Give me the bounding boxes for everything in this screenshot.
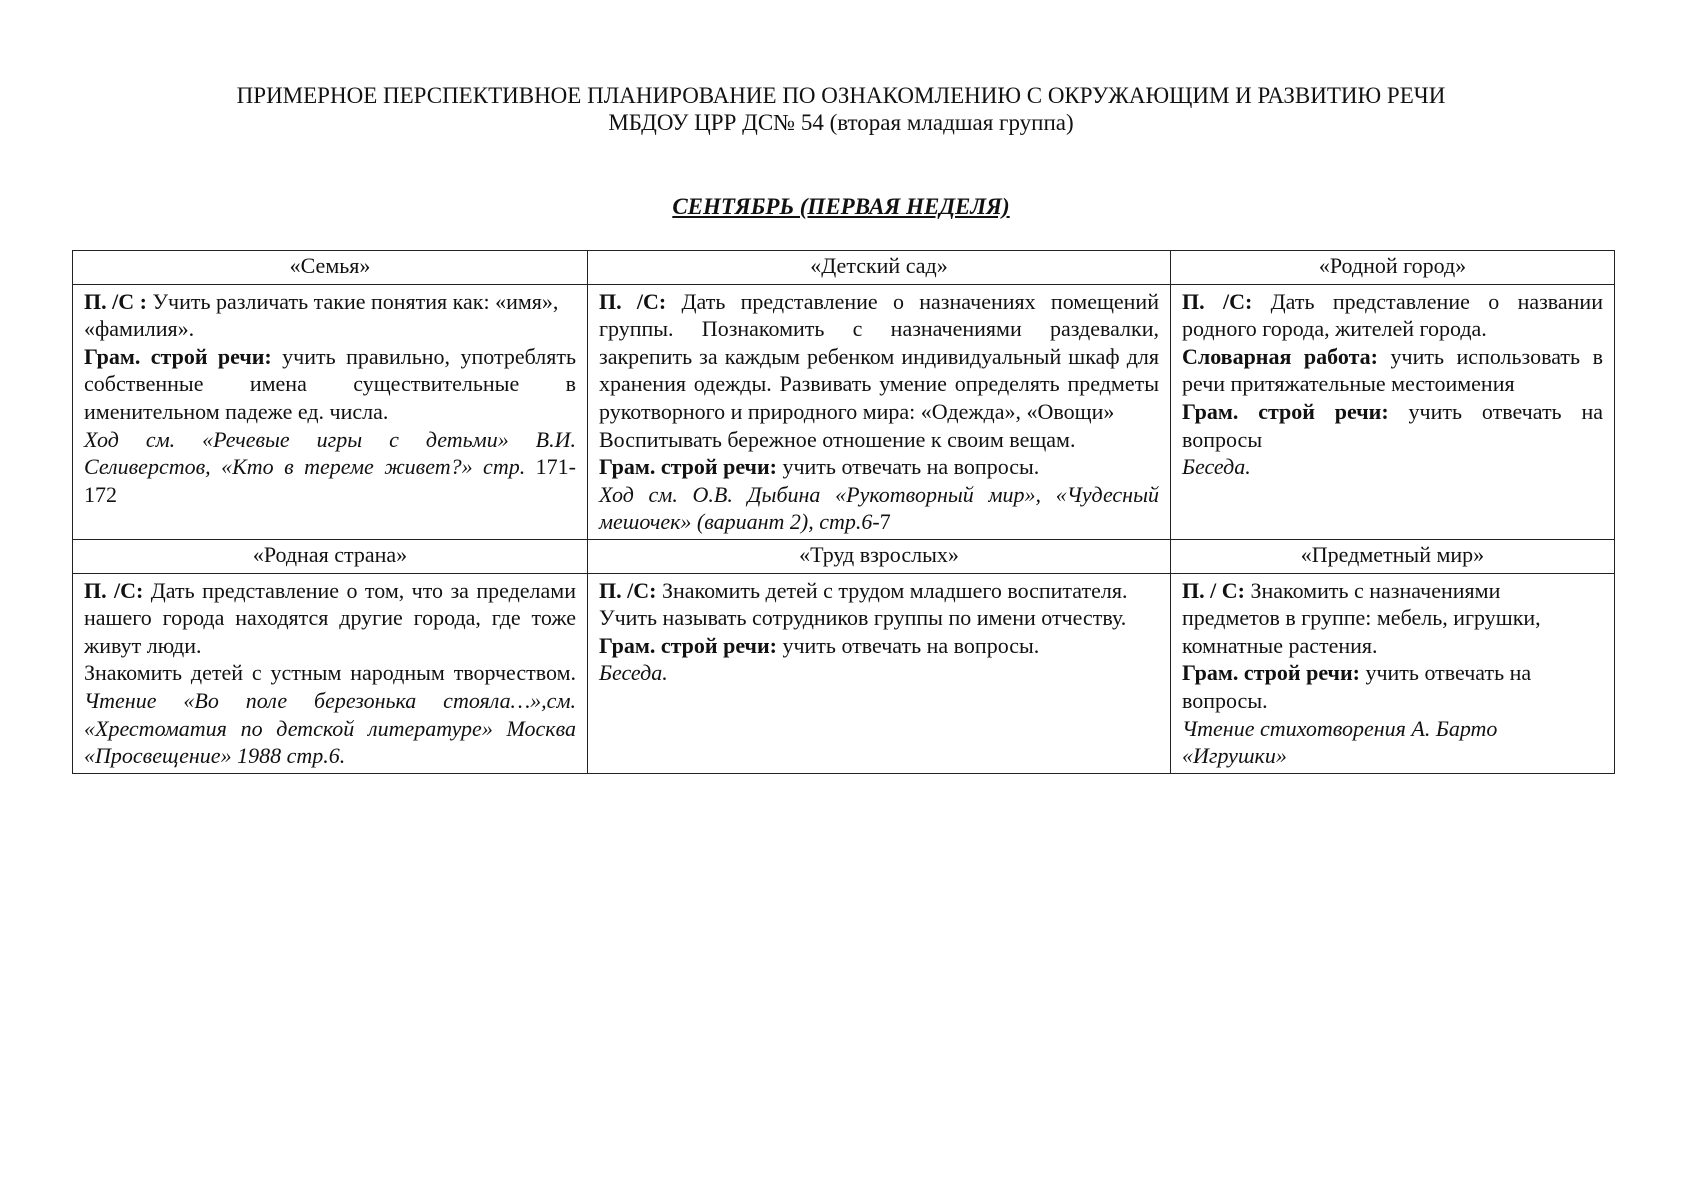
label-ps: П. /С: [599, 577, 657, 603]
table-row-body-1 [73, 284, 1615, 539]
label-grammar: Грам. строй речи: [1182, 660, 1360, 686]
text: Дать представление о том, что за пределами нашего города находятся другие города, где тоже живут люди. [84, 577, 576, 658]
section-title: СЕНТЯБРЬ (ПЕРВАЯ НЕДЕЛЯ) [672, 194, 1010, 219]
cell-home-country [73, 573, 588, 773]
cell-object-world [1171, 573, 1615, 773]
reference: Чтение стихотворения А. Барто «Игрушки» [1182, 715, 1498, 769]
label-grammar: Грам. строй речи: [599, 632, 777, 658]
text: учить правильно, употреблять собственные имена существительные в именительном падеже ед. числа. [84, 343, 576, 424]
topic-header-kindergarten: «Детский сад» [588, 251, 1171, 285]
label-ps: П. /С: [84, 577, 144, 603]
header-line-2: МБДОУ ЦРР ДС№ 54 (вторая младшая группа) [608, 110, 1074, 135]
text: Знакомить детей с устным народным творчеством. [84, 660, 576, 686]
reference: Ход см. «Речевые игры с детьми» В.И. Селиверстов, «Кто в тереме живет?» стр. [84, 426, 576, 480]
label-grammar: Грам. строй речи: [599, 454, 777, 480]
label-ps: П. /С : [84, 288, 147, 314]
label-ps: П. /С: [1182, 288, 1253, 314]
cell-home-city [1171, 284, 1615, 539]
text: учить отвечать на вопросы. [1182, 660, 1532, 713]
topic-header-object-world: «Предметный мир» [1171, 539, 1615, 573]
cell-adult-work [588, 573, 1171, 773]
header-line-1: ПРИМЕРНОЕ ПЕРСПЕКТИВНОЕ ПЛАНИРОВАНИЕ ПО ОЗНАКОМЛЕНИЮ С ОКРУЖАЮЩИМ И РАЗВИТИЮ РЕЧИ [236, 83, 1446, 108]
table-row-body-2 [73, 573, 1615, 773]
reference: Чтение «Во поле березонька стояла…»,см. «Хрестоматия по детской литературе» Москва «Просвещение» 1988 стр.6. [84, 687, 576, 769]
text: Дать представление о назначениях помещений группы. Познакомить с назначениями раздевалки, закрепить за каждым ребенком индивидуальный шкаф для хранения одежды. Развивать умение определять предметы рукотворного и природного мира: «Одежда», «Овощи» [599, 288, 1159, 424]
pages: 171-172 [84, 454, 577, 507]
text: Воспитывать бережное отношение к своим вещам. [599, 426, 1076, 452]
text: Знакомить с назначениями предметов в группе: мебель, игрушки, комнатные растения. [1182, 577, 1541, 658]
text: учить использовать в речи притяжательные местоимения [1182, 343, 1603, 397]
text: Знакомить детей с трудом младшего воспитателя. Учить называть сотрудников группы по имени отчеству. [599, 577, 1128, 631]
label-ps: П. / С: [1182, 577, 1245, 603]
table-row-header-1 [73, 251, 1615, 285]
table-row-header-2 [73, 539, 1615, 573]
reference: Беседа. [1182, 454, 1251, 480]
text: учить отвечать на вопросы. [776, 632, 1040, 658]
text: учить отвечать на вопросы [1182, 398, 1603, 452]
label-grammar: Грам. строй речи: [84, 343, 272, 369]
topic-header-home-city: «Родной город» [1171, 251, 1615, 285]
label-vocabulary: Словарная работа: [1182, 343, 1378, 369]
topic-header-home-country: «Родная страна» [73, 539, 588, 573]
pages: -7 [872, 509, 891, 535]
reference: Беседа. [599, 660, 668, 686]
topic-header-family: «Семья» [73, 251, 588, 285]
topic-header-adult-work: «Труд взрослых» [588, 539, 1171, 573]
cell-family [73, 284, 588, 539]
reference: Ход см. О.В. Дыбина «Рукотворный мир», «Чудесный мешочек» (вариант 2), стр.6 [599, 481, 1159, 535]
text: учить отвечать на вопросы. [776, 454, 1040, 480]
label-grammar: Грам. строй речи: [1182, 398, 1389, 424]
cell-kindergarten [588, 284, 1171, 539]
plan-table [72, 250, 1615, 774]
page-header [0, 82, 1682, 136]
text: Учить различать такие понятия как: «имя», «фамилия». [84, 288, 559, 342]
label-ps: П. /С: [599, 288, 667, 314]
text: Дать представление о названии родного города, жителей города. [1182, 288, 1603, 342]
